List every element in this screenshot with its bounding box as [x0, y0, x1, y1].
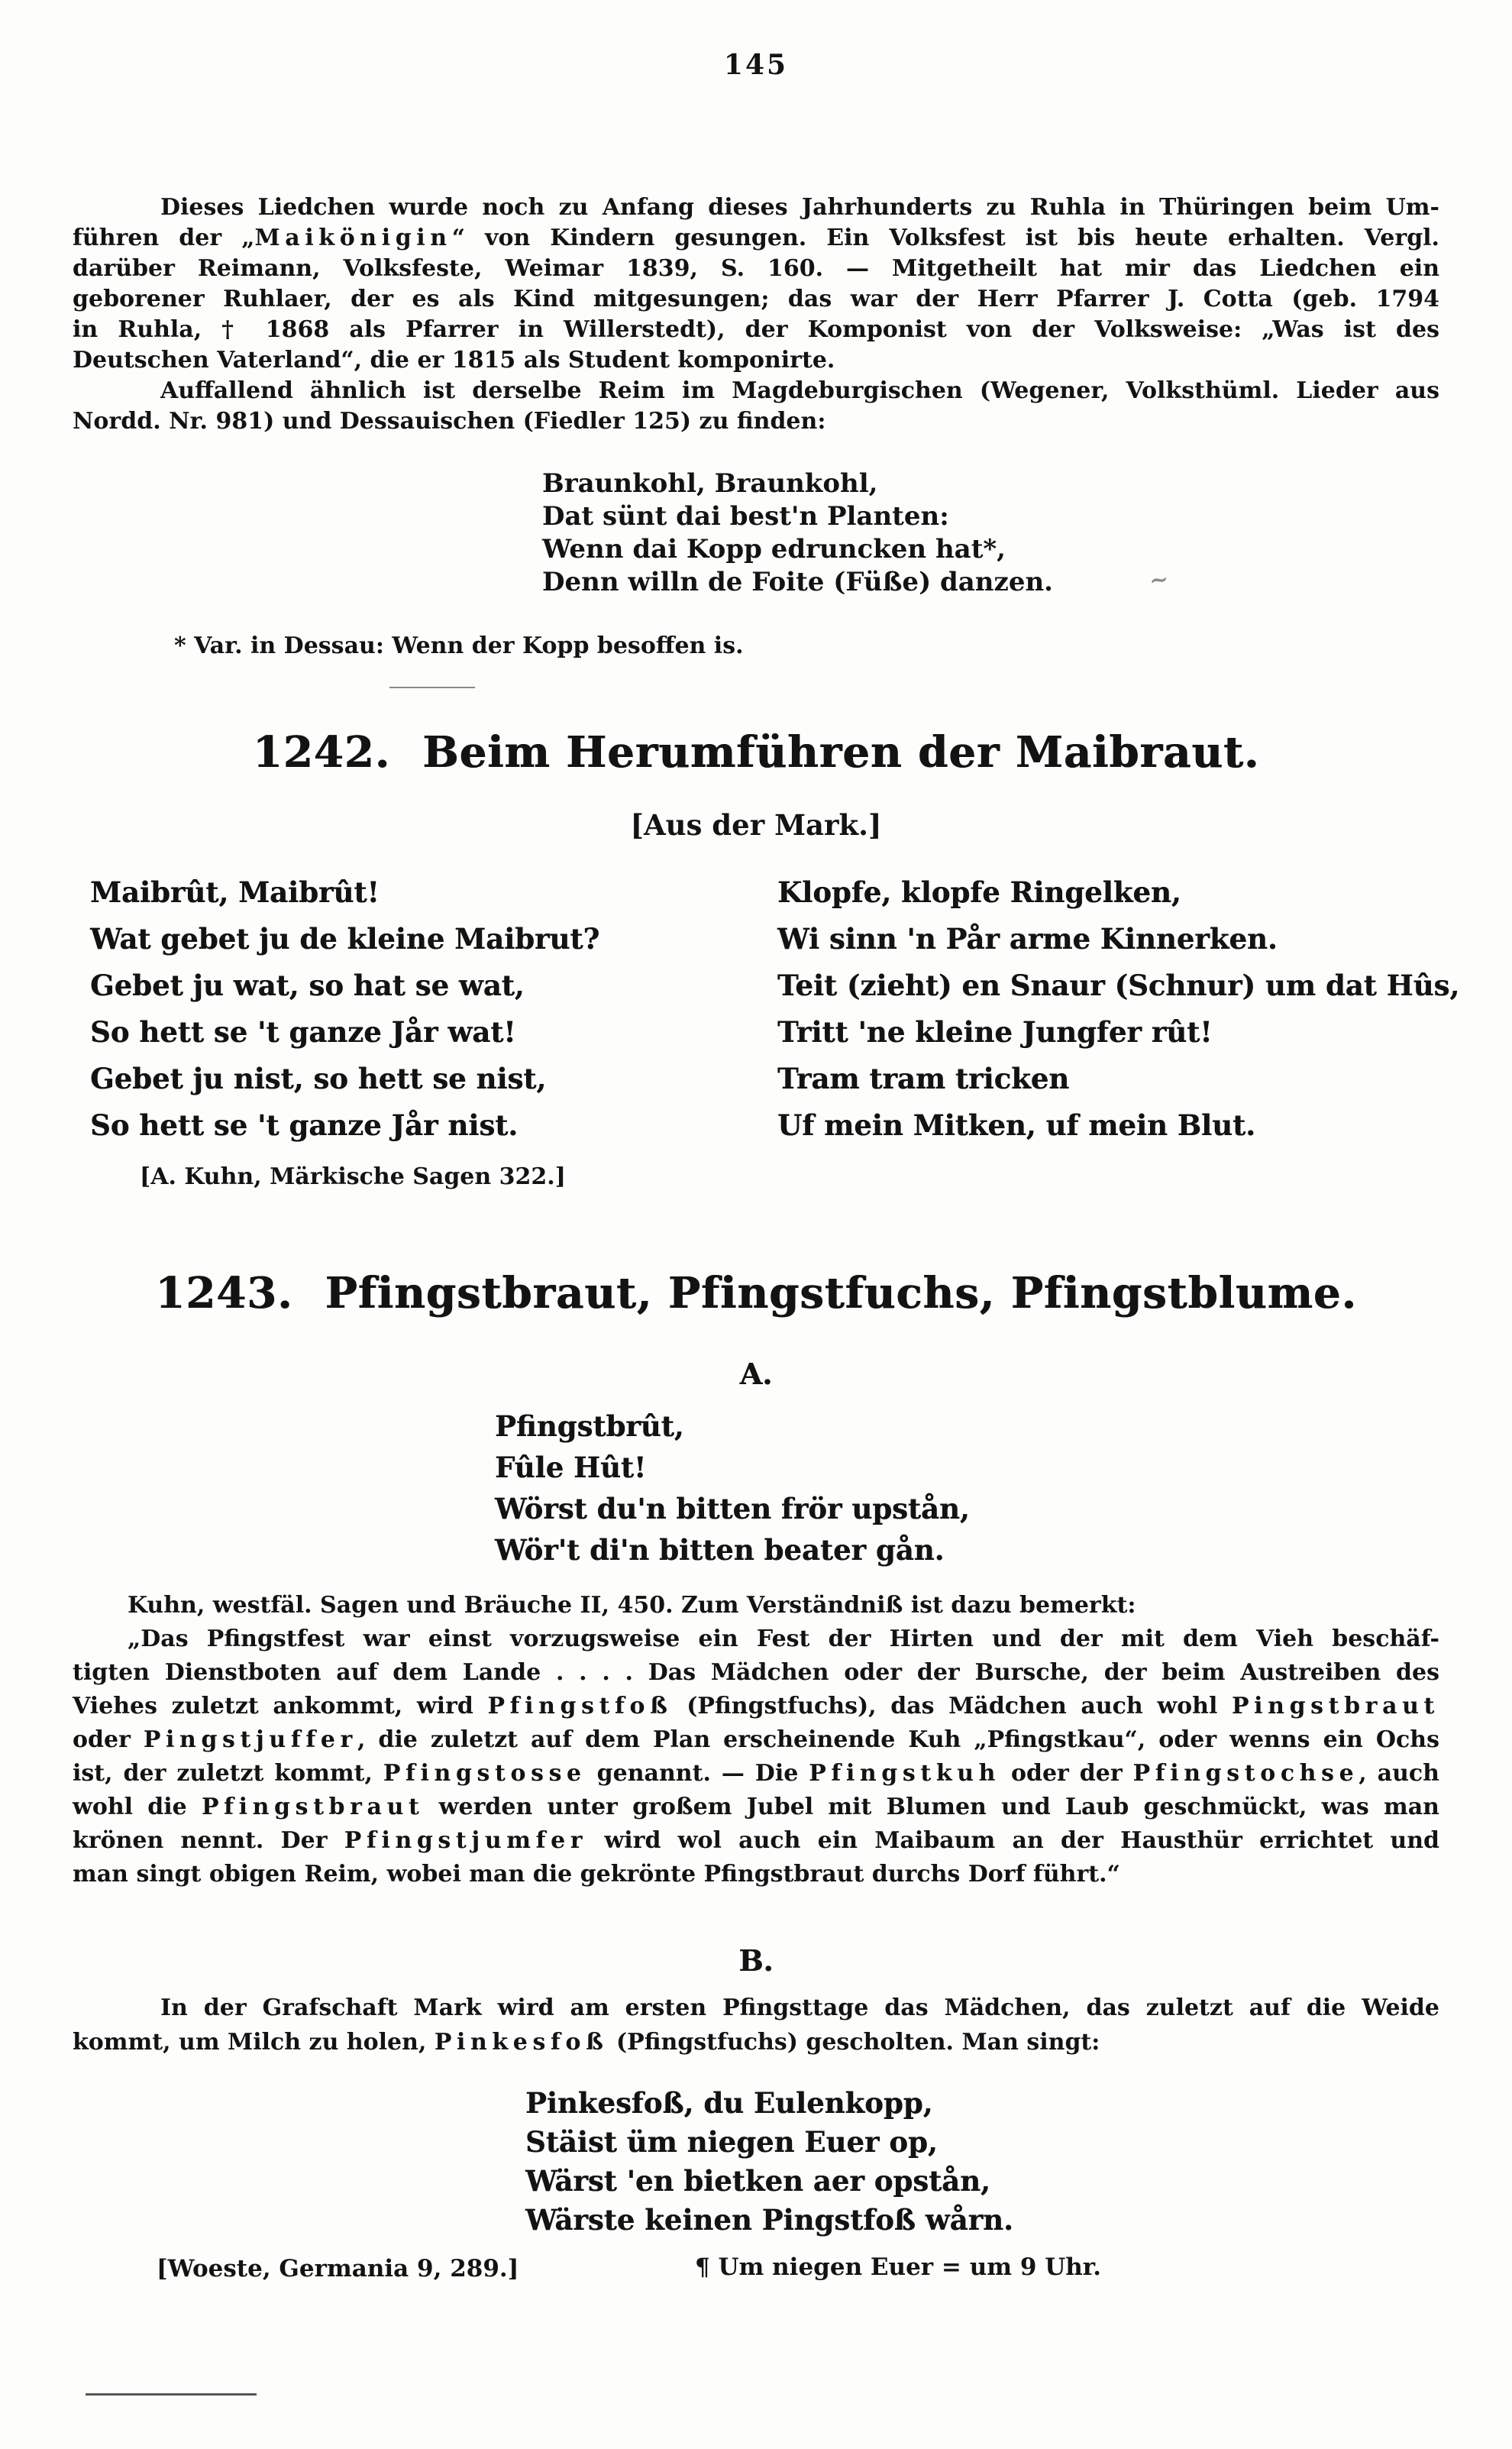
- commentary-grafschaft-mark-paragraph: [73, 1991, 1439, 2059]
- source-kuhn-maerkische-sagen: [A. Kuhn, Märkische Sagen 322.]: [140, 1163, 566, 1190]
- verse-line: Wenn dai Kopp edruncken hat*,: [542, 534, 1006, 565]
- section-1243-number: 1243.: [155, 1268, 293, 1318]
- paragraph-line: man singt obigen Reim, wobei man die gekrönte Pfingstbraut durchs Dorf führt.“: [73, 1861, 1120, 1888]
- paragraph-line: Deutschen Vaterland“, die er 1815 als Student komponirte.: [73, 347, 835, 374]
- paragraph-line: oder Pingstjuffer, die zuletzt auf dem Plan erscheinende Kuh „Pfingstkau“, oder wenns ein Ochs: [73, 1726, 1439, 1753]
- footnote-dessau-variant: * Var. in Dessau: Wenn der Kopp besoffen is.: [174, 632, 744, 659]
- section-1242-number: 1242.: [252, 727, 391, 778]
- paragraph-line: krönen nennt. Der Pfingstjumfer wird wol auch ein Maibaum an der Hausthür errichtet und: [73, 1827, 1439, 1854]
- paragraph-line: Dieses Liedchen wurde noch zu Anfang dieses Jahrhunderts zu Ruhla in Thüringen beim Um-: [160, 194, 1439, 221]
- verse-line: Maibrût, Maibrût!: [90, 875, 380, 909]
- paragraph-line: Kuhn, westfäl. Sagen und Bräuche II, 450. Zum Verständniß ist dazu bemerkt:: [128, 1592, 1136, 1619]
- verse-line: Wärste keinen Pingstfoß wårn.: [525, 2203, 1013, 2237]
- paragraph-line: In der Grafschaft Mark wird am ersten Pfingsttage das Mädchen, das zuletzt auf die Weide: [160, 1994, 1439, 2021]
- page-number: 145: [723, 49, 789, 81]
- gloss-note-niegen-euer: ¶ Um niegen Euer = um 9 Uhr.: [695, 2253, 1102, 2281]
- paragraph-line: Auffallend ähnlich ist derselbe Reim im Magdeburgischen (Wegener, Volksthüml. Lieder aus: [160, 377, 1439, 404]
- verse-line: Braunkohl, Braunkohl,: [542, 468, 878, 499]
- section-1243-title: Pfingstbraut, Pfingstfuchs, Pfingstblume.: [325, 1268, 1357, 1318]
- verse-line: Wat gebet ju de kleine Maibrut?: [90, 922, 600, 956]
- pinkesfoss-verse-b: [525, 2084, 1013, 2240]
- paragraph-line: ist, der zuletzt kommt, Pfingstosse genannt. — Die Pfingstkuh oder der Pfingstochse, auch: [73, 1760, 1439, 1787]
- paragraph-line: tigten Dienstboten auf dem Lande . . . . Das Mädchen oder der Bursche, der beim Austreiben des: [73, 1659, 1439, 1686]
- paragraph-line: in Ruhla, † 1868 als Pfarrer in Willerstedt), der Komponist von der Volksweise: „Was ist des: [73, 316, 1439, 343]
- commentary-pfingstfest-paragraph: [73, 1589, 1439, 1891]
- verse-line: Wörst du'n bitten frör upstån,: [495, 1492, 970, 1525]
- section-1242-heading: [0, 727, 1512, 778]
- verse-line: Wi sinn 'n Pår arme Kinnerken.: [777, 922, 1278, 956]
- paragraph-line: kommt, um Milch zu holen, Pinkesfoß (Pfingstfuchs) gescholten. Man singt:: [73, 2029, 1100, 2056]
- paragraph-line: Nordd. Nr. 981) und Dessauischen (Fiedler 125) zu finden:: [73, 408, 826, 435]
- verse-line: Gebet ju nist, so hett se nist,: [90, 1062, 547, 1095]
- verse-line: Tritt 'ne kleine Jungfer rût!: [777, 1015, 1213, 1049]
- verse-line: Wör't di'n bitten beater gån.: [495, 1533, 945, 1567]
- paragraph-line: geborener Ruhlaer, der es als Kind mitgesungen; das war der Herr Pfarrer J. Cotta (geb. 1794: [73, 286, 1439, 312]
- maibraut-verse-right-column: [777, 869, 1459, 1149]
- paragraph-line: „Das Pfingstfest war einst vorzugsweise ein Fest der Hirten und der mit dem Vieh beschäf-: [128, 1626, 1439, 1652]
- pfingstbraut-verse-a: [495, 1406, 970, 1571]
- scan-artifact-bottom-line: [86, 2393, 257, 2396]
- verse-line: Wärst 'en bietken aer opstån,: [525, 2164, 990, 2198]
- verse-line: Uf mein Mitken, uf mein Blut.: [777, 1108, 1255, 1142]
- maibraut-verse-left-column: [90, 869, 599, 1149]
- verse-line: Teit (zieht) en Snaur (Schnur) um dat Hûs,: [777, 969, 1460, 1002]
- section-1242-subtitle: [Aus der Mark.]: [630, 808, 882, 842]
- verse-line: Pinkesfoß, du Eulenkopp,: [525, 2086, 933, 2120]
- part-a-label: A.: [739, 1357, 773, 1391]
- section-1242-title: Beim Herumführen der Maibraut.: [422, 727, 1260, 778]
- verse-line: Tram tram tricken: [777, 1062, 1070, 1095]
- paragraph-line: wohl die Pfingstbraut werden unter großem Jubel mit Blumen und Laub geschmückt, was man: [73, 1794, 1439, 1820]
- scan-artifact-tilde: ~: [1147, 565, 1171, 595]
- verse-line: Pfingstbrût,: [495, 1409, 684, 1443]
- verse-line: Dat sünt dai best'n Planten:: [542, 501, 949, 532]
- paragraph-line: darüber Reimann, Volksfeste, Weimar 1839, S. 160. — Mitgetheilt hat mir das Liedchen ein: [73, 255, 1439, 282]
- braunkohl-verse: [542, 467, 1053, 599]
- paragraph-line: führen der „Maikönigin“ von Kindern gesungen. Ein Volksfest ist bis heute erhalten. Vergl.: [73, 225, 1440, 251]
- verse-line: Denn willn de Foite (Füße) danzen.: [542, 567, 1054, 597]
- scan-artifact-hairline: [389, 687, 475, 688]
- section-1243-heading: [0, 1268, 1512, 1318]
- paragraph-line: Viehes zuletzt ankommt, wird Pfingstfoß (Pfingstfuchs), das Mädchen auch wohl Pingstbraut: [73, 1693, 1439, 1719]
- verse-line: Gebet ju wat, so hat se wat,: [90, 969, 525, 1002]
- verse-line: Klopfe, klopfe Ringelken,: [777, 875, 1181, 909]
- verse-line: So hett se 't ganze Jår nist.: [90, 1108, 519, 1142]
- part-b-label: B.: [738, 1943, 774, 1978]
- verse-line: Stäist üm niegen Euer op,: [525, 2125, 938, 2159]
- verse-line: So hett se 't ganze Jår wat!: [90, 1015, 516, 1049]
- verse-line: Fûle Hût!: [495, 1451, 647, 1484]
- source-woeste-germania: [Woeste, Germania 9, 289.]: [157, 2255, 519, 2282]
- commentary-ruhla-paragraph: [73, 192, 1439, 437]
